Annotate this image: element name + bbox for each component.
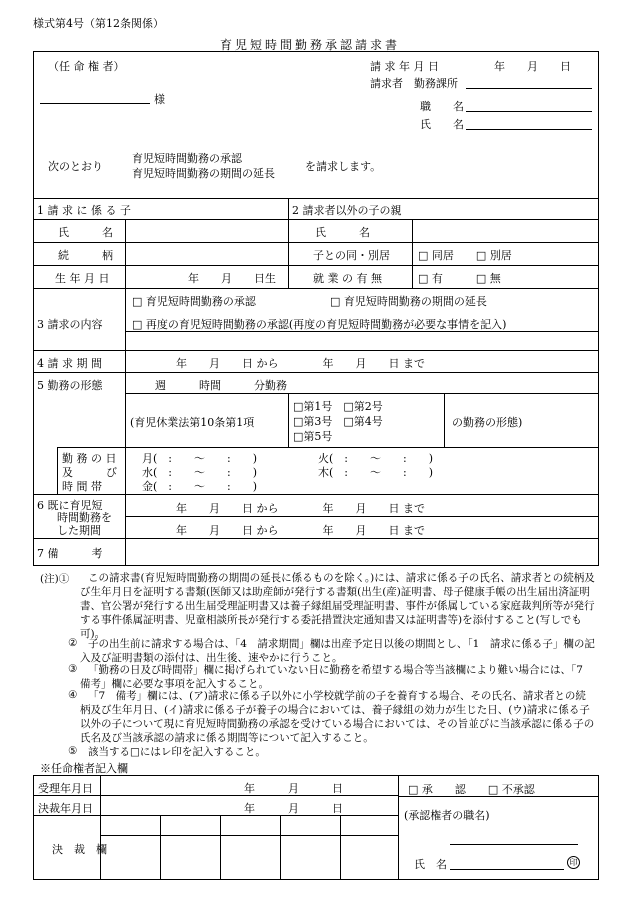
approver-name-label: 氏 名 [414,858,447,871]
law-reference: (育児休業法第10条第1項 [130,416,255,429]
approval-checkboxes[interactable]: □ 承 認 □ 不承認 [408,783,535,796]
divider [33,538,599,539]
thursday-hours: 木( : ～ : ) [318,466,433,479]
workdays-label-2: 及 び [62,466,117,479]
divider [100,835,398,836]
note-4: 「7 備考」欄には、(ア)請求に係る子以外に小学校就学前の子を養育する場合、その氏名、請求者との続柄及び生年月日、(イ)請求に係る子が養子の場合においては、養子縁組の効力が生じた日、(ウ)請求に係る子以外の子について現に育児短時間勤務の承認を受けている場合においては、その旨並びに当該承認に係る子の氏名及び当該承認の請求に係る期間等について記入すること。 [80,690,595,744]
section6-label-3: した期間 [57,524,101,537]
requester-office-label: 請求者 勤務課所 [370,77,458,90]
content-reapproval-checkbox[interactable]: □ 再度の育児短時間勤務の承認(再度の育児短時間勤務が必要な事情を記入) [132,318,507,331]
child-relation-label: 続 柄 [58,249,113,262]
received-date-value: 年 月 日 [244,782,343,795]
divider [33,265,599,266]
child-name-label: 氏 名 [58,226,113,239]
divider [125,331,599,332]
decision-column-label: 決 裁 欄 [52,843,107,856]
note-3: 「勤務の日及び時間帯」欄に掲げられていない日に勤務を希望する場合等当該欄により難い場合には、「7 備考」欄に必要な事項を記入すること。 [80,664,594,690]
section5-heading: 5 勤務の形態 [37,379,103,392]
divider [220,815,221,880]
divider [33,219,599,220]
option-extension: 育児短時間勤務の期間の延長 [132,167,275,180]
cohabitation-checkboxes[interactable]: □ 同居 □ 別居 [418,249,512,262]
divider [33,288,599,289]
request-date: 請 求 年 月 日 年 月 日 [370,60,571,73]
divider [33,372,599,373]
divider [288,393,289,447]
divider [33,242,599,243]
position-field[interactable] [466,99,592,112]
requester-name-field[interactable] [466,117,592,130]
divider [33,198,599,199]
approver-title-line [450,844,578,845]
received-date-label: 受理年月日 [38,782,93,795]
content-extension-checkbox[interactable]: □ 育児短時間勤務の期間の延長 [330,295,487,308]
note-3-marker: ③ [68,663,78,675]
clause-checkboxes-row2[interactable]: □第3号 □第4号 [293,415,383,428]
section7-heading: 7 備 考 [37,547,103,560]
divider [125,219,126,288]
divider [160,815,161,880]
workdays-label-1: 勤 務 の 日 [62,452,117,465]
child-dob-label: 生 年 月 日 [55,272,110,285]
section3-heading: 3 請求の内容 [37,318,103,331]
option-approval: 育児短時間勤務の承認 [132,152,242,165]
divider [125,538,126,566]
content-approval-checkbox[interactable]: □ 育児短時間勤務の承認 [132,295,256,308]
divider [57,447,58,494]
divider [288,198,289,288]
tuesday-hours: 火( : ～ : ) [318,452,433,465]
divider [125,516,599,517]
divider [412,219,413,288]
wednesday-hours: 水( : ～ : ) [142,466,257,479]
monday-hours: 月( : ～ : ) [142,452,257,465]
name-label: 氏 名 [420,118,464,131]
lead-text: 次のとおり [48,160,103,173]
employment-checkboxes[interactable]: □ 有 □ 無 [418,272,501,285]
decided-date-value: 年 月 日 [244,802,343,815]
request-tail: を請求します。 [305,160,382,173]
cohabitation-label: 子との同・別居 [313,249,390,262]
form-number: 様式第4号（第12条関係） [33,17,164,30]
section6-label-1: 6 既に育児短 [37,499,103,512]
authority-name-line [40,103,150,104]
weekly-hours: 週 時間 分勤務 [155,379,287,392]
divider [33,494,599,495]
divider [340,815,341,880]
divider [280,815,281,880]
past-period-2: 年 月 日 から 年 月 日 まで [176,524,425,537]
note-2: 子の出生前に請求する場合は、「4 請求期間」欄は出産予定日以後の期間とし、「1 請求に係る子」欄の記入及び証明書類の添付は、出生後、速やかに行うこと。 [80,638,595,664]
clause-checkboxes-row1[interactable]: □第1号 □第2号 [293,400,383,413]
notes-marker: (注)① [40,573,70,585]
request-period: 年 月 日 から 年 月 日 まで [176,357,425,370]
honorific: 様 [154,93,165,106]
divider [125,393,599,394]
child-dob-value: 年 月 日生 [188,272,276,285]
note-5: 該当する□にはレ印を記入すること。 [88,746,266,758]
approver-title-label: (承認権者の職名) [404,809,490,822]
appointing-authority-label: （任 命 権 者） [48,60,125,73]
note-5-marker: ⑤ [68,745,78,757]
approver-name-field[interactable] [450,857,564,870]
section1-heading: 1 請 求 に 係 る 子 [37,204,131,217]
decided-date-label: 決裁年月日 [38,802,93,815]
form-title: 育児短時間勤務承認請求書 [220,38,401,52]
parent-name-label: 氏 名 [315,226,370,239]
clause-checkboxes-row3[interactable]: □第5号 [293,430,333,443]
divider [398,775,399,880]
section4-heading: 4 請 求 期 間 [37,357,102,370]
divider [100,775,101,880]
employment-label: 就 業 の 有 無 [313,272,382,285]
note-1: この請求書(育児短時間勤務の期間の延長に係るものを除く。)には、請求に係る子の氏名、請求者との続柄及び生年月日を証明する書類(医師又は助産師が発行する書類(出生(産)証明書、母子健康手帳の出生届出済証明書、官公署が発行する出生届受理証明書又は養子縁組届受理証明書、事件が係属している家庭裁判所等が発行する事件係属証明書、児童相談所長が発行する委託措置決定通知書又は証明書等)を添付すること(写しでも可)。 [80,572,595,640]
seal-icon: 印 [567,856,580,869]
authority-section-note: ※任命権者記入欄 [40,762,128,775]
divider [33,350,599,351]
past-period-1: 年 月 日 から 年 月 日 まで [176,502,425,515]
office-field[interactable] [466,76,592,89]
friday-hours: 金( : ～ : ) [142,480,257,493]
divider [125,288,126,494]
section6-label-2: 時間勤務を [57,511,112,524]
position-label: 職 名 [420,100,464,113]
note-4-marker: ④ [68,689,78,701]
workdays-label-3: 時 間 帯 [62,480,102,493]
section2-heading: 2 請求者以外の子の親 [292,204,402,217]
work-form-tail: の勤務の形態) [452,416,523,429]
note-2-marker: ② [68,637,78,649]
divider [444,393,445,447]
divider [57,447,599,448]
